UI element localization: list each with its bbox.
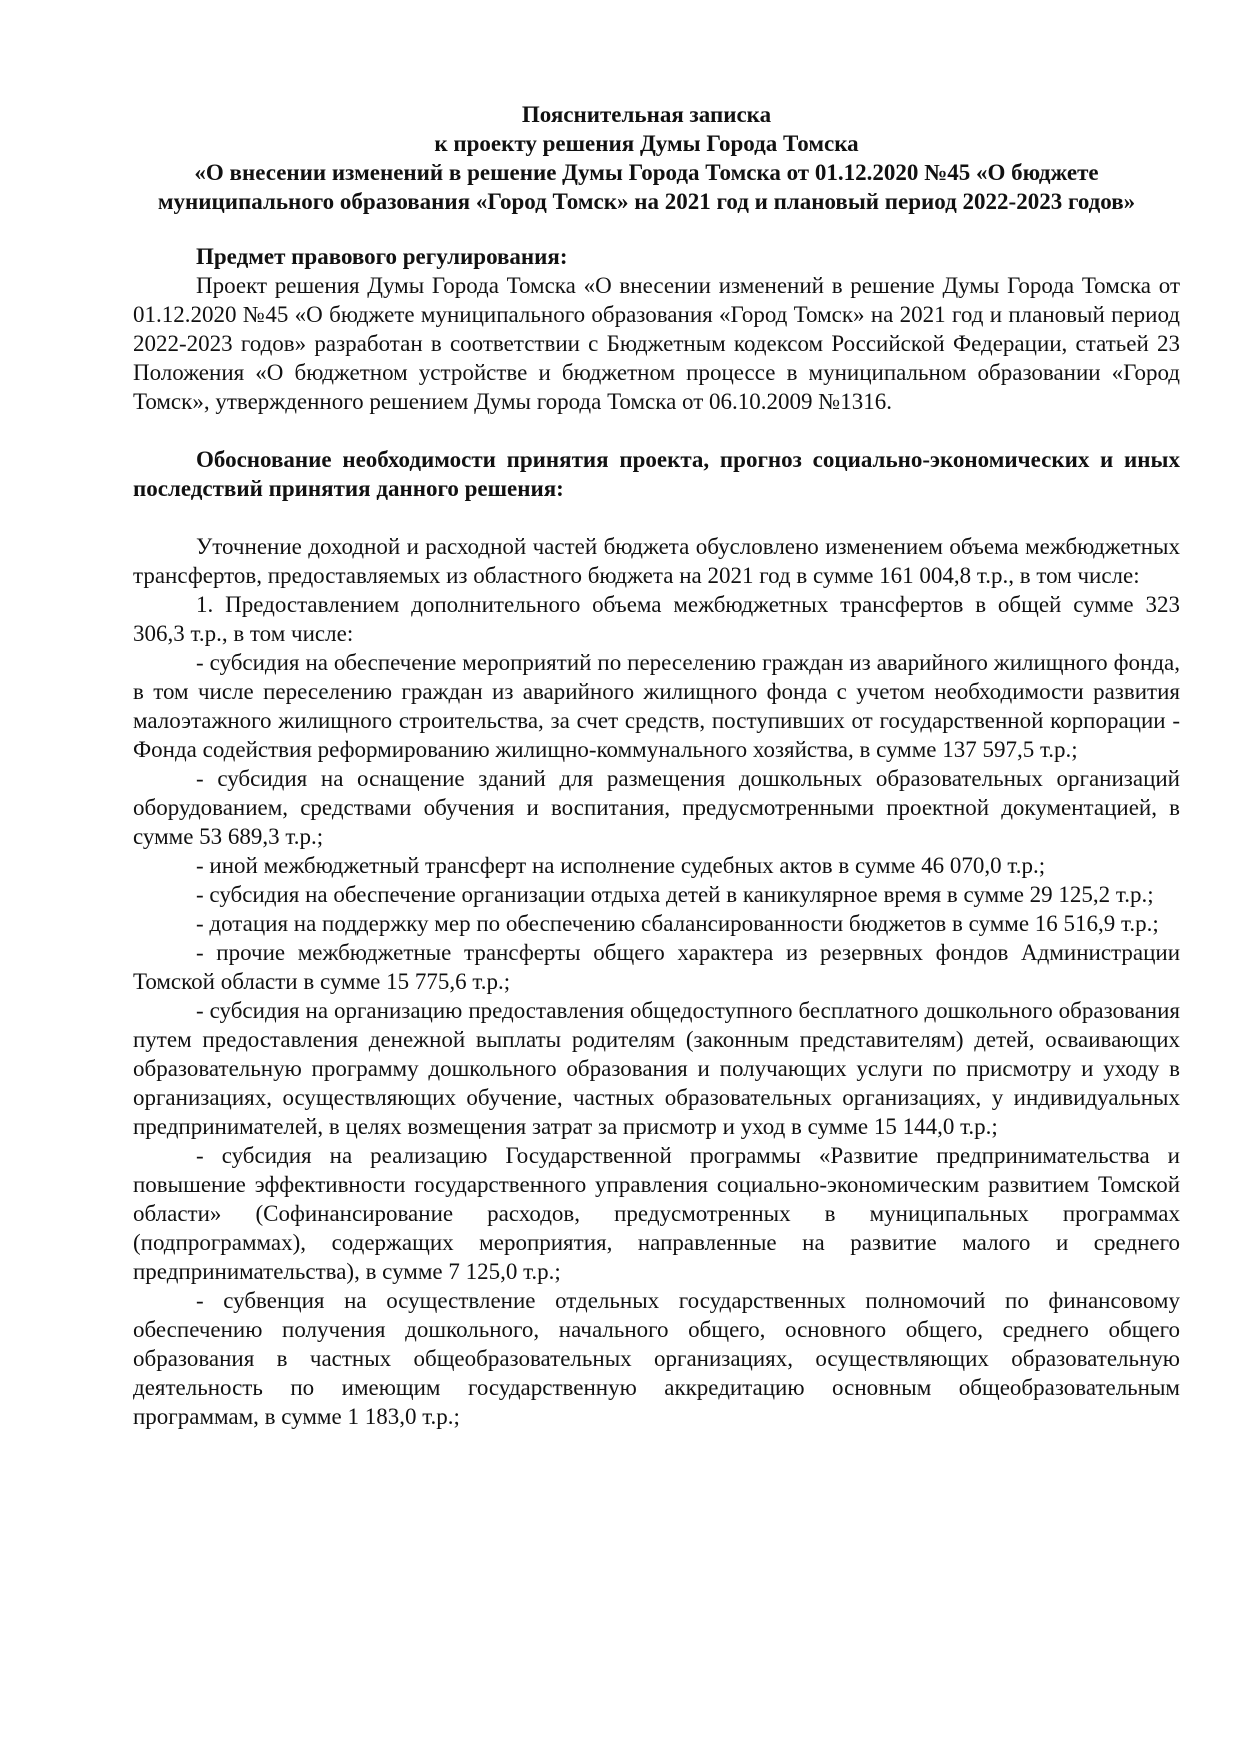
paragraph-subject: Проект решения Думы Города Томска «О внесении изменений в решение Думы Города Томска от 01.12.2020 №45 «О бюджете муниципального образования «Город Томск» на 2021 год и плановый период 2022-2023 годов» разработан в соответствии с Бюджетным кодексом Российской Федерации, статьей 23 Положения «О бюджетном устройстве и бюджетном процессе в муниципальном образовании «Город Томск», утвержденного решением Думы города Томска от 06.10.2009 №1316. xyxy=(133,273,1180,414)
list-item-preschool-payment: - субсидия на организацию предоставления общедоступного бесплатного дошкольного образования путем предоставления денежной выплаты родителям (законным представителям) детей, осваивающих образовательную программу дошкольного образования и получающих услуги по присмотру и уходу в организациях, осуществляющих обучение, частных образовательных организациях, у индивидуальных предпринимателей, в целях возмещения затрат за присмотр и уход в сумме 15 144,0 т.р.; xyxy=(133,998,1180,1139)
document-title xyxy=(133,100,1160,216)
list-item-balance-grant: - дотация на поддержку мер по обеспечению сбалансированности бюджетов в сумме 16 516,9 т.р.; xyxy=(196,911,1159,936)
paragraph-intro: Уточнение доходной и расходной частей бюджета обусловлено изменением объема межбюджетных трансфертов, предоставляемых из областного бюджета на 2021 год в сумме 161 004,8 т.р., в том числе: xyxy=(133,534,1180,588)
title-line-2: к проекту решения Думы Города Томска xyxy=(434,131,859,156)
list-item-children-rest: - субсидия на обеспечение организации отдыха детей в каникулярное время в сумме 29 125,2 т.р.; xyxy=(196,882,1154,907)
list-item-court-acts: - иной межбюджетный трансферт на исполнение судебных актов в сумме 46 070,0 т.р.; xyxy=(196,853,1046,878)
section-heading-subject: Предмет правового регулирования: xyxy=(196,244,568,269)
paragraph-point-1: 1. Предоставлением дополнительного объема межбюджетных трансфертов в общей сумме 323 306,3 т.р., в том числе: xyxy=(133,592,1180,646)
section-heading-justification: Обоснование необходимости принятия проекта, прогноз социально-экономических и иных последствий принятия данного решения: xyxy=(133,447,1180,501)
list-item-private-schools: - субвенция на осуществление отдельных государственных полномочий по финансовому обеспечению получения дошкольного, начального общего, основного общего, среднего общего образования в частных общеобразовательных организациях, осуществляющих образовательную деятельность по имеющим государственную аккредитацию основным общеобразовательным программам, в сумме 1 183,0 т.р.; xyxy=(133,1288,1180,1429)
title-line-3: «О внесении изменений в решение Думы Города Томска от 01.12.2020 №45 «О бюджете муниципального образования «Город Томск» на 2021 год и плановый период 2022-2023 годов» xyxy=(157,160,1136,214)
list-item-entrepreneurship: - субсидия на реализацию Государственной программы «Развитие предпринимательства и повышение эффективности государственного управления социально-экономическим развитием Томской области» (Софинансирование расходов, предусмотренных в муниципальных программах (подпрограммах), содержащих мероприятия, направленные на развитие малого и среднего предпринимательства), в сумме 7 125,0 т.р.; xyxy=(133,1143,1180,1284)
list-item-resettlement: - субсидия на обеспечение мероприятий по переселению граждан из аварийного жилищного фонда, в том числе переселению граждан из аварийного жилищного фонда с учетом необходимости развития малоэтажного жилищного строительства, за счет средств, поступивших от государственной корпорации - Фонда содействия реформированию жилищно-коммунального хозяйства, в сумме 137 597,5 т.р.; xyxy=(133,650,1180,762)
title-line-1: Пояснительная записка xyxy=(521,102,772,127)
list-item-reserve-funds: - прочие межбюджетные трансферты общего характера из резервных фондов Администрации Томской области в сумме 15 775,6 т.р.; xyxy=(133,940,1180,994)
list-item-preschool-equipment: - субсидия на оснащение зданий для размещения дошкольных образовательных организаций оборудованием, средствами обучения и воспитания, предусмотренными проектной документацией, в сумме 53 689,3 т.р.; xyxy=(133,766,1180,849)
